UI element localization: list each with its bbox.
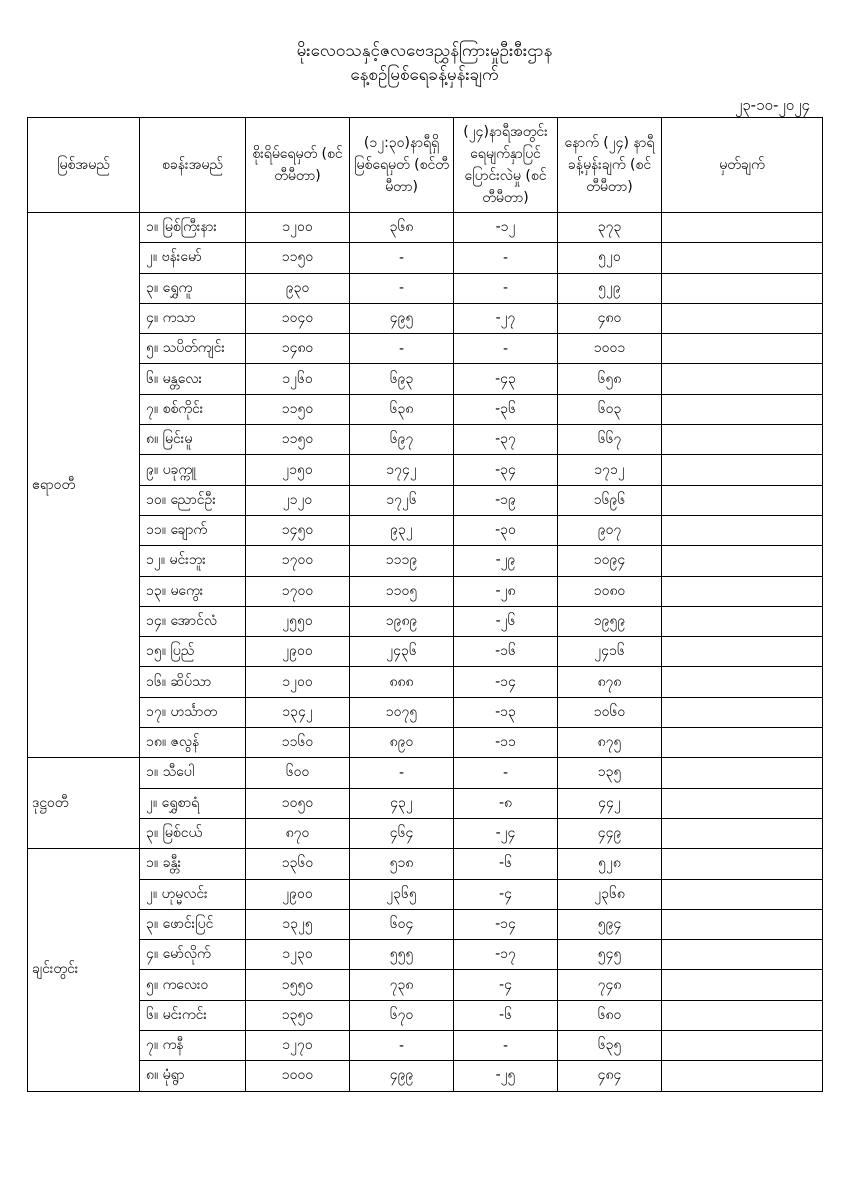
station-name-cell: ၁။ မြစ်ကြီးနား	[140, 213, 246, 243]
table-row	[28, 697, 823, 727]
current-level-cell: ၆၃၈	[350, 394, 454, 424]
danger-level-cell: ၁၁၅၀	[246, 394, 350, 424]
forecast-cell: ၁၆၉၆	[558, 485, 662, 515]
station-name-cell: ၁၄။ အောင်လံ	[140, 606, 246, 636]
table-row	[28, 455, 823, 485]
danger-level-cell: ၁၂၃၀	[246, 940, 350, 970]
level-change-cell: -	[454, 334, 558, 364]
danger-level-cell: ၁၀၀၀	[246, 1061, 350, 1091]
remarks-cell	[662, 849, 823, 879]
danger-level-cell: ၁၁၆၀	[246, 728, 350, 758]
level-change-cell: -၂၅	[454, 1061, 558, 1091]
level-change-cell: -	[454, 243, 558, 273]
danger-level-cell: ၁၄၈၀	[246, 334, 350, 364]
station-name-cell: ၅။ ကလေးဝ	[140, 970, 246, 1000]
station-name-cell: ၁။ သီပေါ	[140, 758, 246, 788]
station-name-cell: ၁၈။ ဇလွန်	[140, 728, 246, 758]
table-row	[28, 485, 823, 515]
current-level-cell: ၃၆၈	[350, 213, 454, 243]
level-change-cell: -၆	[454, 1000, 558, 1030]
remarks-cell	[662, 273, 823, 303]
current-level-cell: ၁၇၄၂	[350, 455, 454, 485]
forecast-cell: ၆၈၀	[558, 1000, 662, 1030]
table-row	[28, 213, 823, 243]
forecast-cell: ၁၉၅၉	[558, 606, 662, 636]
river-name-cell: ဧရာဝတီ	[28, 213, 140, 758]
level-change-cell: -၁၁	[454, 728, 558, 758]
level-change-cell: -၄	[454, 970, 558, 1000]
danger-level-cell: ၂၉၀၀	[246, 879, 350, 909]
table-row	[28, 576, 823, 606]
current-level-cell: -	[350, 758, 454, 788]
current-level-cell: ၁၁၀၅	[350, 576, 454, 606]
table-row	[28, 364, 823, 394]
forecast-cell: ၅၂၀	[558, 243, 662, 273]
danger-level-cell: ၁၀၄၀	[246, 303, 350, 333]
station-name-cell: ၈။ မုံရွာ	[140, 1061, 246, 1091]
station-name-cell: ၂။ ရွှေစာရံ	[140, 788, 246, 818]
forecast-cell: ၁၇၁၂	[558, 455, 662, 485]
remarks-cell	[662, 879, 823, 909]
station-name-cell: ၉။ ပခုက္ကူ	[140, 455, 246, 485]
table-row	[28, 303, 823, 333]
table-row	[28, 394, 823, 424]
table-row	[28, 667, 823, 697]
forecast-cell: ၁၀၀၁	[558, 334, 662, 364]
remarks-cell	[662, 818, 823, 848]
remarks-cell	[662, 697, 823, 727]
current-level-cell: -	[350, 334, 454, 364]
station-name-cell: ၁၅။ ပြည်	[140, 637, 246, 667]
danger-level-cell: ၂၉၀၀	[246, 637, 350, 667]
river-forecast-table	[27, 117, 823, 1092]
level-change-cell: -	[454, 273, 558, 303]
table-row	[28, 879, 823, 909]
level-change-cell: -၁၃	[454, 697, 558, 727]
current-level-cell: ၂၄၃၆	[350, 637, 454, 667]
table-row	[28, 273, 823, 303]
table-row	[28, 909, 823, 939]
current-level-cell: ၅၁၈	[350, 849, 454, 879]
danger-level-cell: ၁၀၅၀	[246, 788, 350, 818]
danger-level-cell: ၁၇၀၀	[246, 546, 350, 576]
level-change-cell: -	[454, 1031, 558, 1061]
column-header-current-level: (၁၂:၃၀)နာရီရှိ မြစ်ရေမှတ် (စင်တီမီတာ)	[350, 118, 454, 213]
station-name-cell: ၇။ ကနီ	[140, 1031, 246, 1061]
danger-level-cell: ၁၂၀၀	[246, 213, 350, 243]
danger-level-cell: ၉၃၀	[246, 273, 350, 303]
danger-level-cell: ၁၂၀၀	[246, 667, 350, 697]
current-level-cell: ၄၉၉	[350, 1061, 454, 1091]
forecast-cell: ၅၂၉	[558, 273, 662, 303]
table-row	[28, 243, 823, 273]
current-level-cell: ၆၇၀	[350, 1000, 454, 1030]
table-row	[28, 515, 823, 545]
remarks-cell	[662, 576, 823, 606]
level-change-cell: -၆	[454, 849, 558, 879]
forecast-cell: ၂၃၆၈	[558, 879, 662, 909]
level-change-cell: -၃၇	[454, 425, 558, 455]
level-change-cell: -၂၉	[454, 546, 558, 576]
forecast-cell: ၃၇၃	[558, 213, 662, 243]
table-row	[28, 425, 823, 455]
table-row	[28, 758, 823, 788]
station-name-cell: ၇။ စစ်ကိုင်း	[140, 394, 246, 424]
table-row	[28, 818, 823, 848]
danger-level-cell: ၁၁၅၀	[246, 243, 350, 273]
station-name-cell: ၆။ မင်းကင်း	[140, 1000, 246, 1030]
table-row	[28, 546, 823, 576]
forecast-cell: ၄၄၉	[558, 818, 662, 848]
danger-level-cell: ၁၇၀၀	[246, 576, 350, 606]
remarks-cell	[662, 394, 823, 424]
level-change-cell: -၁၇	[454, 940, 558, 970]
forecast-cell: ၉၀၇	[558, 515, 662, 545]
station-name-cell: ၁၃။ မကွေး	[140, 576, 246, 606]
remarks-cell	[662, 1061, 823, 1091]
remarks-cell	[662, 243, 823, 273]
remarks-cell	[662, 909, 823, 939]
current-level-cell: ၄၃၂	[350, 788, 454, 818]
level-change-cell: -၃၄	[454, 455, 558, 485]
current-level-cell: ၄၆၄	[350, 818, 454, 848]
current-level-cell: -	[350, 243, 454, 273]
current-level-cell: ၁၁၁၉	[350, 546, 454, 576]
remarks-cell	[662, 788, 823, 818]
column-header-forecast: နောက် (၂၄) နာရီ ခန့်မှန်းချက် (စင်တီမီတာ)	[558, 118, 662, 213]
danger-level-cell: ၂၅၅၀	[246, 606, 350, 636]
level-change-cell: -၁၂	[454, 213, 558, 243]
station-name-cell: ၁၁။ ချောက်	[140, 515, 246, 545]
current-level-cell: ၅၅၅	[350, 940, 454, 970]
station-name-cell: ၃။ မြစ်ငယ်	[140, 818, 246, 848]
station-name-cell: ၃။ ရွှေကူ	[140, 273, 246, 303]
danger-level-cell: ၈၇၀	[246, 818, 350, 848]
level-change-cell: -၂၆	[454, 606, 558, 636]
remarks-cell	[662, 1000, 823, 1030]
column-header-danger-level: စိုးရိမ်ရေမှတ် (စင်တီမီတာ)	[246, 118, 350, 213]
station-name-cell: ၃။ ဖောင်းပြင်	[140, 909, 246, 939]
level-change-cell: -၁၉	[454, 485, 558, 515]
remarks-cell	[662, 1031, 823, 1061]
station-name-cell: ၈။ မြင်းမူ	[140, 425, 246, 455]
danger-level-cell: ၂၁၂၀	[246, 485, 350, 515]
forecast-cell: ၇၄၈	[558, 970, 662, 1000]
level-change-cell: -၈	[454, 788, 558, 818]
level-change-cell: -၄၃	[454, 364, 558, 394]
forecast-cell: ၅၂၈	[558, 849, 662, 879]
level-change-cell: -၄	[454, 879, 558, 909]
remarks-cell	[662, 667, 823, 697]
current-level-cell: -	[350, 1031, 454, 1061]
current-level-cell: ၄၉၅	[350, 303, 454, 333]
current-level-cell: ၁၀၇၅	[350, 697, 454, 727]
station-name-cell: ၁၂။ မင်းဘူး	[140, 546, 246, 576]
station-name-cell: ၁၀။ ညောင်ဦး	[140, 485, 246, 515]
current-level-cell: ၇၃၈	[350, 970, 454, 1000]
forecast-cell: ၈၇၅	[558, 728, 662, 758]
forecast-cell: ၂၄၁၆	[558, 637, 662, 667]
station-name-cell: ၂။ ဗန်းမော်	[140, 243, 246, 273]
forecast-cell: ၅၄၅	[558, 940, 662, 970]
table-row	[28, 970, 823, 1000]
table-row	[28, 1000, 823, 1030]
level-change-cell: -၃၆	[454, 394, 558, 424]
remarks-cell	[662, 455, 823, 485]
table-row	[28, 940, 823, 970]
table-row	[28, 606, 823, 636]
remarks-cell	[662, 606, 823, 636]
table-row	[28, 1031, 823, 1061]
level-change-cell: -	[454, 758, 558, 788]
forecast-cell: ၁၀၉၄	[558, 546, 662, 576]
river-name-cell: ချင်းတွင်း	[28, 849, 140, 1091]
current-level-cell: ၁၇၂၆	[350, 485, 454, 515]
table-row	[28, 849, 823, 879]
remarks-cell	[662, 970, 823, 1000]
forecast-cell: ၆၅၈	[558, 364, 662, 394]
table-row	[28, 637, 823, 667]
column-header-remarks: မှတ်ချက်	[662, 118, 823, 213]
current-level-cell: ၈၉၀	[350, 728, 454, 758]
column-header-river: မြစ်အမည်	[28, 118, 140, 213]
forecast-cell: ၄၄၂	[558, 788, 662, 818]
river-name-cell: ဒုဋ္ဌဝတီ	[28, 758, 140, 849]
danger-level-cell: ၁၂၆၀	[246, 364, 350, 394]
forecast-cell: ၆၃၅	[558, 1031, 662, 1061]
current-level-cell: ၈၈၈	[350, 667, 454, 697]
table-row	[28, 788, 823, 818]
remarks-cell	[662, 940, 823, 970]
danger-level-cell: ၁၃၅၀	[246, 1000, 350, 1030]
danger-level-cell: ၁၄၅၀	[246, 515, 350, 545]
forecast-cell: ၅၉၄	[558, 909, 662, 939]
station-name-cell: ၄။ ကသာ	[140, 303, 246, 333]
remarks-cell	[662, 303, 823, 333]
station-name-cell: ၆။ မန္တလေး	[140, 364, 246, 394]
remarks-cell	[662, 334, 823, 364]
danger-level-cell: ၁၁၅၀	[246, 425, 350, 455]
remarks-cell	[662, 546, 823, 576]
document-title: မိုးလေဝသနှင့်ဇလဗေဒညွှန်ကြားမှုဦးစီးဌာန	[296, 41, 553, 61]
forecast-cell: ၆၀၃	[558, 394, 662, 424]
current-level-cell: ၆၉၇	[350, 425, 454, 455]
station-name-cell: ၄။ မော်လိုက်	[140, 940, 246, 970]
current-level-cell: ၆၀၄	[350, 909, 454, 939]
danger-level-cell: ၁၅၅၀	[246, 970, 350, 1000]
forecast-cell: ၄၈၀	[558, 303, 662, 333]
level-change-cell: -၂၇	[454, 303, 558, 333]
forecast-cell: ၆၆၇	[558, 425, 662, 455]
remarks-cell	[662, 213, 823, 243]
level-change-cell: -၁၄	[454, 909, 558, 939]
table-row	[28, 334, 823, 364]
station-name-cell: ၁၇။ ဟင်္သာတ	[140, 697, 246, 727]
level-change-cell: -၁၆	[454, 637, 558, 667]
level-change-cell: -၁၄	[454, 667, 558, 697]
forecast-cell: ၁၃၅	[558, 758, 662, 788]
remarks-cell	[662, 728, 823, 758]
table-row	[28, 1061, 823, 1091]
danger-level-cell: ၆၀၀	[246, 758, 350, 788]
remarks-cell	[662, 485, 823, 515]
remarks-cell	[662, 425, 823, 455]
danger-level-cell: ၁၃၄၂	[246, 697, 350, 727]
danger-level-cell: ၁၃၆၀	[246, 849, 350, 879]
station-name-cell: ၂။ ဟုမ္မလင်း	[140, 879, 246, 909]
station-name-cell: ၁၆။ ဆိပ်သာ	[140, 667, 246, 697]
station-name-cell: ၁။ ခန္တီး	[140, 849, 246, 879]
forecast-cell: ၁၀၈၀	[558, 576, 662, 606]
table-header-row	[28, 118, 823, 213]
column-header-change: (၂၄)နာရီအတွင်း ရေမျက်နှာပြင် ပြောင်းလဲမှု (စင်တီမီတာ)	[454, 118, 558, 213]
forecast-cell: ၈၇၈	[558, 667, 662, 697]
remarks-cell	[662, 515, 823, 545]
current-level-cell: ၂၃၆၅	[350, 879, 454, 909]
forecast-cell: ၁၀၆၀	[558, 697, 662, 727]
level-change-cell: -၂၈	[454, 576, 558, 606]
danger-level-cell: ၁၂၇၀	[246, 1031, 350, 1061]
forecast-cell: ၄၈၄	[558, 1061, 662, 1091]
level-change-cell: -၃၀	[454, 515, 558, 545]
danger-level-cell: ၂၁၅၀	[246, 455, 350, 485]
table-row	[28, 728, 823, 758]
danger-level-cell: ၁၃၂၅	[246, 909, 350, 939]
station-name-cell: ၅။ သပိတ်ကျင်း	[140, 334, 246, 364]
remarks-cell	[662, 637, 823, 667]
current-level-cell: ၁၉၈၉	[350, 606, 454, 636]
level-change-cell: -၂၄	[454, 818, 558, 848]
report-date: ၂၃-၁၀-၂၀၂၄	[734, 96, 810, 114]
current-level-cell: ၉၃၂	[350, 515, 454, 545]
remarks-cell	[662, 758, 823, 788]
document-subtitle: နေ့စဉ်မြစ်ရေခန့်မှန်းချက်	[350, 65, 499, 85]
current-level-cell: ၆၉၃	[350, 364, 454, 394]
current-level-cell: -	[350, 273, 454, 303]
column-header-station: စခန်းအမည်	[140, 118, 246, 213]
remarks-cell	[662, 364, 823, 394]
